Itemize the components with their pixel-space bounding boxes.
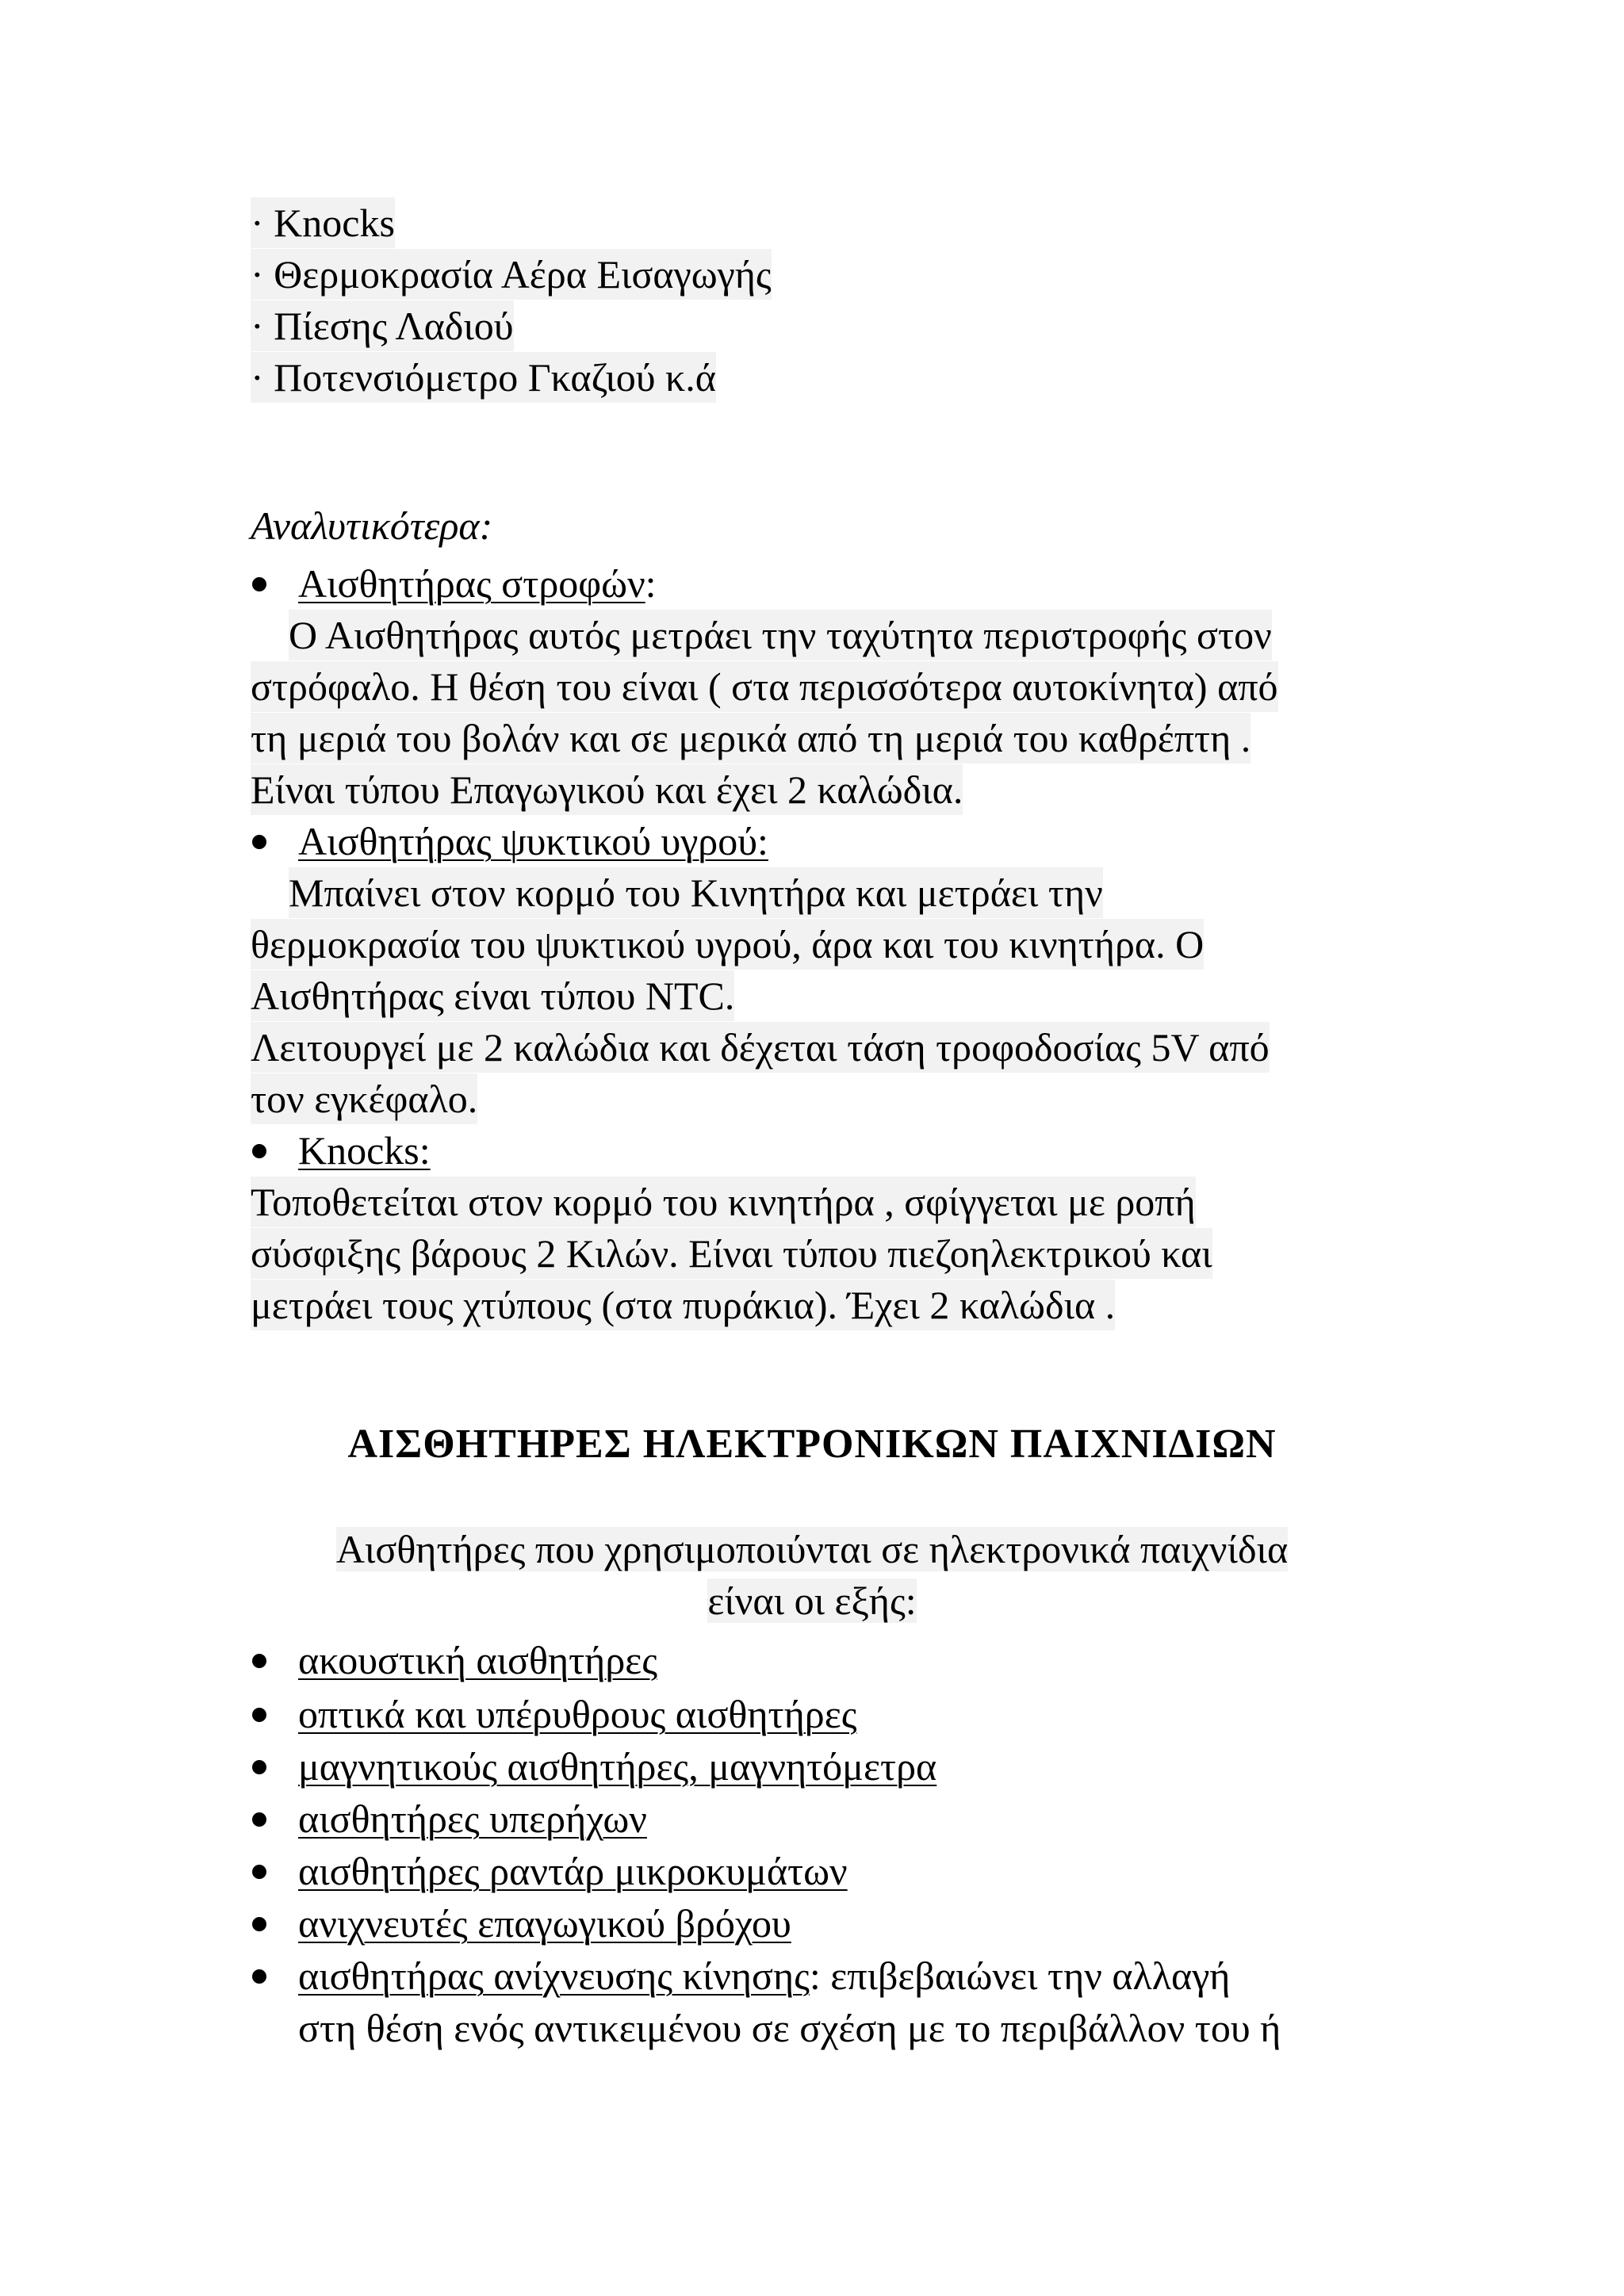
knock-sensor-line-1: Τοποθετείται στον κορμό του κινητήρα , σφίγγεται με ροπή <box>251 1177 1196 1227</box>
bullet-icon <box>252 1144 266 1158</box>
section-title: ΑΙΣΘΗΤΗΡΕΣ ΗΛΕΚΤΡΟΝΙΚΩΝ ΠΑΙΧΝΙΔΙΩΝ <box>347 1422 1277 1467</box>
game-sensor-label: αισθητήρες ραντάρ μικροκυμάτων <box>298 1849 848 1893</box>
rpm-sensor-line-1: Ο Αισθητήρας αυτός μετράει την ταχύτητα περιστροφής στον <box>289 610 1272 660</box>
bullet-icon <box>252 1654 266 1668</box>
game-sensor-item <box>298 1689 857 1739</box>
game-sensor-item <box>298 1898 791 1949</box>
motion-sensor-line-2: στη θέση ενός αντικειμένου σε σχέση με το περιβάλλον του ή <box>298 2006 1281 2050</box>
top-list-item-knocks: · Knocks <box>251 197 395 248</box>
motion-sensor-rest: : επιβεβαιώνει την αλλαγή <box>809 1954 1231 1998</box>
game-sensor-item <box>298 1635 657 1686</box>
bullet-icon <box>252 577 266 591</box>
details-heading: Αναλυτικότερα: <box>251 503 493 548</box>
knock-sensor-line-2: σύσφιξης βάρους 2 Κιλών. Είναι τύπου πιεζοηλεκτρικού και <box>251 1228 1212 1279</box>
rpm-sensor-line-4: Είναι τύπου Επαγωγικού και έχει 2 καλώδια. <box>251 764 963 815</box>
game-sensor-label: μαγνητικούς αισθητήρες, μαγνητόμετρα <box>298 1744 937 1789</box>
coolant-sensor-title-line <box>298 816 768 867</box>
game-sensor-item <box>298 1846 848 1896</box>
coolant-sensor-line-4: Λειτουργεί με 2 καλώδια και δέχεται τάση τροφοδοσίας 5V από <box>251 1022 1270 1073</box>
rpm-sensor-line-3: τη μεριά του βολάν και σε μερικά από τη μεριά του καθρέπτη . <box>251 713 1251 763</box>
intro-line-1-text: Αισθητήρες που χρησιμοποιύνται σε ηλεκτρονικά παιχνίδια <box>335 1527 1289 1571</box>
bullet-icon <box>252 1865 266 1879</box>
game-sensor-label: ακουστική αισθητήρες <box>298 1638 658 1682</box>
coolant-sensor-line-1: Μπαίνει στον κορμό του Κινητήρα και μετράει την <box>289 867 1103 918</box>
bullet-icon <box>252 1708 266 1722</box>
motion-sensor-line-1 <box>298 1950 1230 2001</box>
game-sensor-label: ανιχνευτές επαγωγικού βρόχου <box>298 1901 791 1946</box>
game-sensor-item <box>298 1793 647 1844</box>
top-list-item-throttle-pot: · Ποτενσιόμετρο Γκαζιού κ.ά <box>251 352 716 403</box>
coolant-sensor-title: Αισθητήρας ψυκτικού υγρού: <box>298 819 768 863</box>
rpm-sensor-title-line <box>298 558 657 609</box>
bullet-icon <box>252 835 266 849</box>
game-sensor-label: αισθητήρες υπερήχων <box>298 1797 647 1841</box>
motion-sensor-title: αισθητήρας ανίχνευσης κίνησης <box>298 1954 810 1998</box>
game-sensor-item <box>298 1741 936 1792</box>
bullet-icon <box>252 1917 266 1931</box>
bullet-icon <box>252 1812 266 1827</box>
rpm-sensor-colon: : <box>645 561 657 606</box>
coolant-sensor-line-5: τον εγκέφαλο. <box>251 1073 477 1124</box>
bullet-icon <box>252 1760 266 1774</box>
game-sensor-label: οπτικά και υπέρυθρους αισθητήρες <box>298 1692 857 1736</box>
intro-line-2 <box>0 1575 1624 1626</box>
coolant-sensor-line-2: θερμοκρασία του ψυκτικού υγρού, άρα και του κινητήρα. Ο <box>251 919 1204 970</box>
intro-line-2-text: είναι οι εξής: <box>707 1578 917 1623</box>
rpm-sensor-line-2: στρόφαλο. Η θέση του είναι ( στα περισσότερα αυτοκίνητα) από <box>251 661 1278 712</box>
rpm-sensor-title: Αισθητήρας στροφών <box>298 561 645 606</box>
knock-sensor-title-line <box>298 1125 431 1176</box>
coolant-sensor-line-3: Αισθητήρας είναι τύπου NTC. <box>251 970 734 1021</box>
bullet-icon <box>252 1969 266 1984</box>
intro-line-1 <box>0 1524 1624 1575</box>
knock-sensor-line-3: μετράει τους χτύπους (στα πυράκια). Έχει 2 καλώδια . <box>251 1280 1115 1330</box>
top-list-item-oil-pressure: · Πίεσης Λαδιού <box>251 300 514 351</box>
knock-sensor-title: Knocks: <box>298 1128 431 1173</box>
top-list-item-intake-air-temp: · Θερμοκρασία Αέρα Εισαγωγής <box>251 249 772 300</box>
